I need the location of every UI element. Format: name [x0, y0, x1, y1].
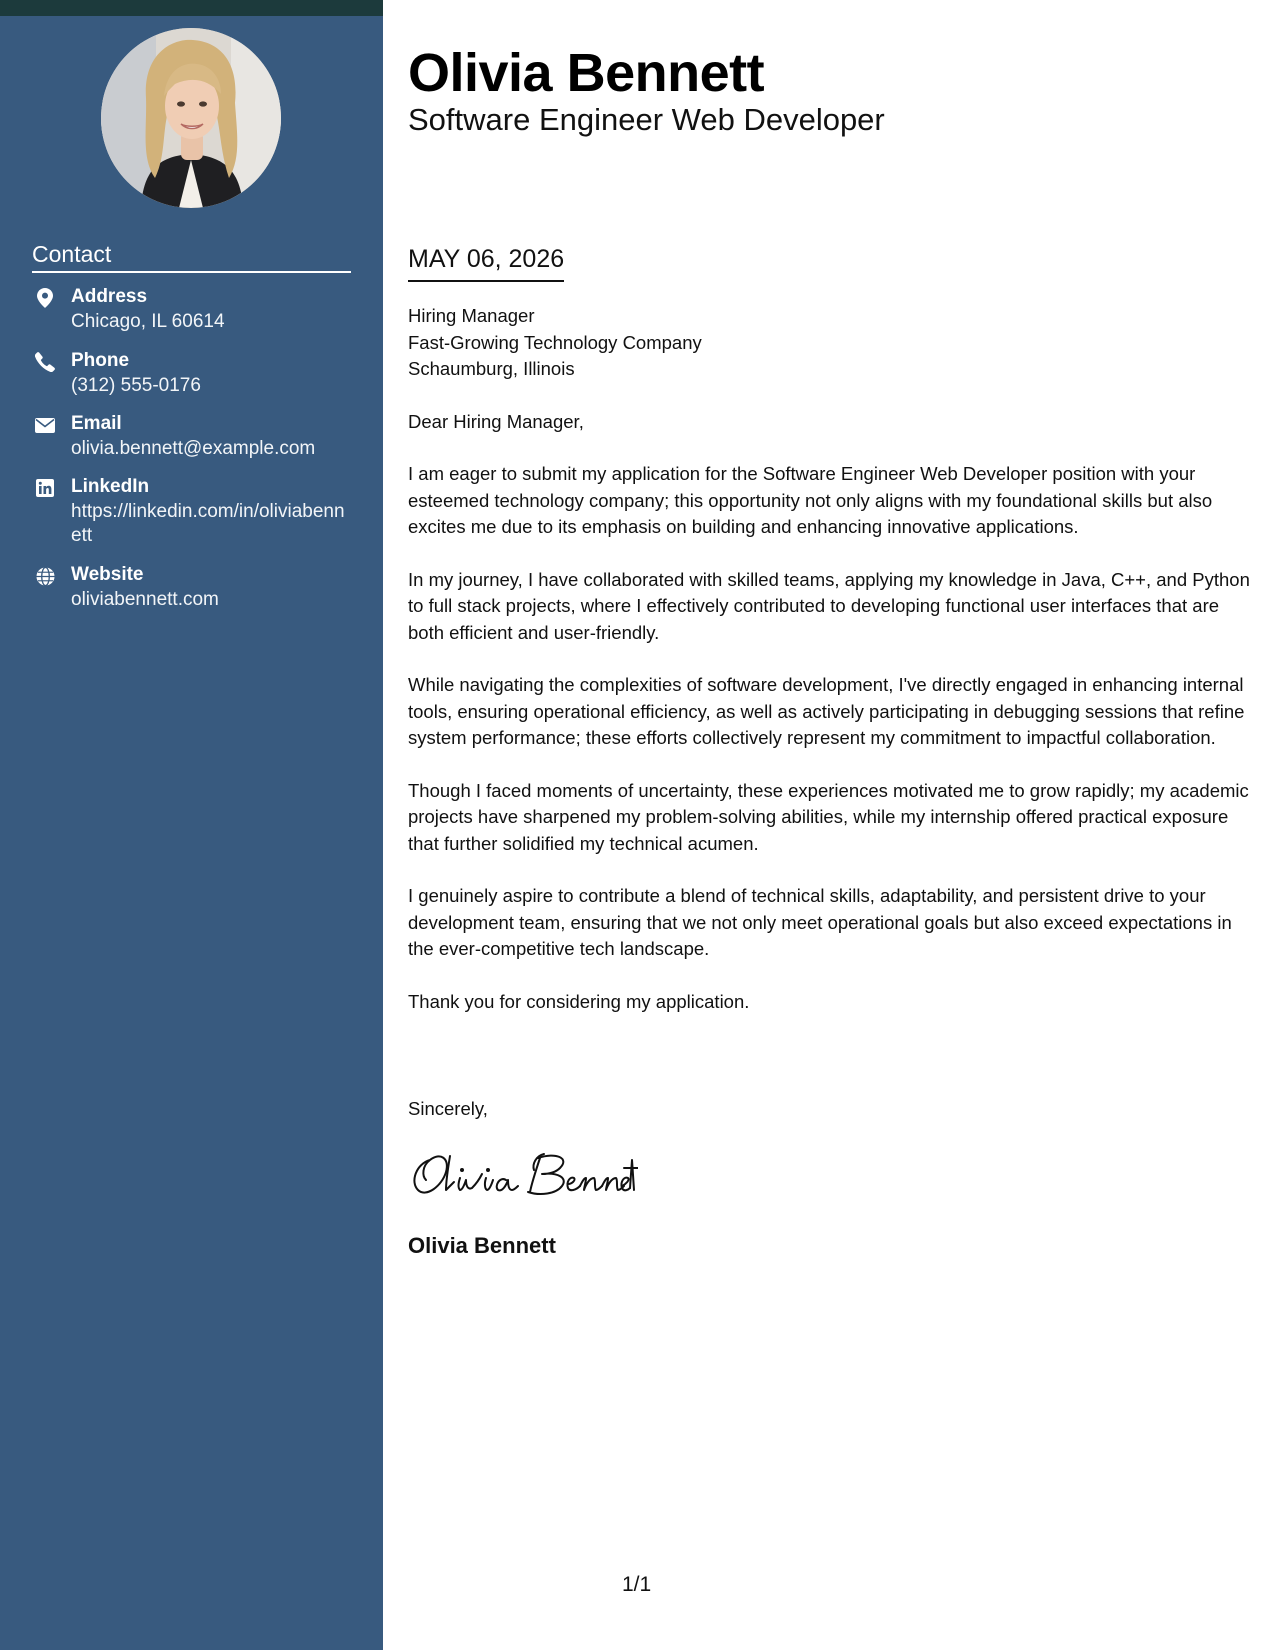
profile-photo: [101, 28, 281, 208]
contact-value-email[interactable]: olivia.bennett@example.com: [71, 438, 316, 459]
location-pin-icon: [32, 287, 58, 309]
page-number: 1/1: [622, 1573, 652, 1596]
contact-value-linkedin[interactable]: https://linkedin.com/in/oliviabennett: [71, 501, 345, 546]
closing: Sincerely,: [408, 1098, 488, 1119]
phone-icon: [32, 351, 58, 373]
contact-heading: Contact: [32, 239, 351, 273]
contact-value-address: Chicago, IL 60614: [71, 311, 225, 332]
recipient-location: Schaumburg, Illinois: [408, 358, 575, 379]
candidate-name: Olivia Bennett: [408, 43, 765, 103]
letter-body: [408, 303, 1253, 1041]
envelope-icon: [32, 414, 58, 436]
job-title: Software Engineer Web Developer: [408, 102, 885, 137]
globe-icon: [32, 565, 58, 587]
signer-name: Olivia Bennett: [408, 1233, 556, 1258]
letter-paragraph: In my journey, I have collaborated with skilled teams, applying my knowledge in Java, C++, and Python to full stack projects, where I effectively contributed to developing functional user interfaces that are both efficient and user-friendly.: [408, 568, 1250, 643]
recipient-company: Fast-Growing Technology Company: [408, 331, 702, 353]
recipient-block: [408, 303, 1253, 383]
letter-paragraph: Thank you for considering my application.: [408, 990, 750, 1012]
sidebar: [0, 0, 383, 1650]
contact-label-email: Email: [71, 413, 122, 434]
contact-label-linkedin: LinkedIn: [71, 476, 150, 497]
letter-paragraph: While navigating the complexities of software development, I've directly engaged in enhancing internal tools, ensuring operational efficiency, as well as actively participating in debugging sessions that refine system performance; these efforts collectively represent my commitment to impactful collaboration.: [408, 674, 1245, 748]
letter-date: MAY 06, 2026: [408, 244, 564, 282]
linkedin-icon: [32, 477, 58, 499]
sidebar-top-bar: [0, 0, 383, 16]
contact-label-website: Website: [71, 564, 144, 585]
letter-paragraph: Though I faced moments of uncertainty, these experiences motivated me to grow rapidly; my academic projects have sharpened my problem-solving abilities, while my internship offered practical exposure that further solidified my technical acumen.: [408, 779, 1249, 854]
salutation: Dear Hiring Manager,: [408, 410, 584, 432]
handwritten-signature: [408, 1146, 638, 1202]
letter-paragraph: I genuinely aspire to contribute a blend of technical skills, adaptability, and persistent drive to your development team, ensuring that we not only meet operational goals but also exceed expectations in the ever-competitive tech landscape.: [408, 885, 1232, 959]
contact-label-phone: Phone: [71, 350, 130, 371]
letter-paragraph: I am eager to submit my application for the Software Engineer Web Developer position with your esteemed technology company; this opportunity not only aligns with my foundational skills but also excites me due to its emphasis on building and enhancing innovative applications.: [408, 463, 1213, 537]
contact-value-website[interactable]: oliviabennett.com: [71, 589, 219, 610]
contact-value-phone: (312) 555-0176: [71, 375, 201, 396]
contact-label-address: Address: [71, 286, 148, 307]
recipient-name: Hiring Manager: [408, 305, 535, 326]
